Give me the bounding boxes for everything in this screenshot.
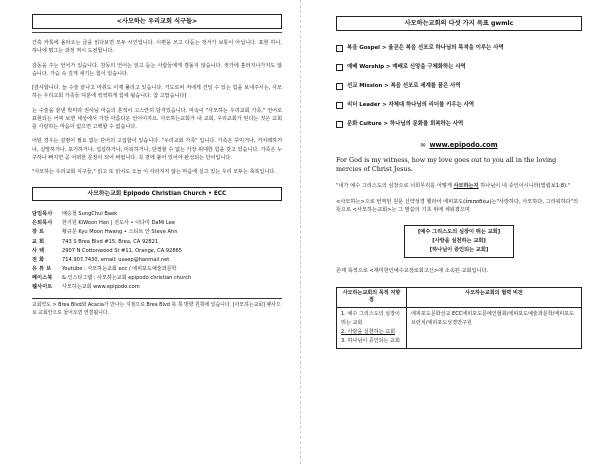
purpose-cell (337, 308, 407, 349)
envelope-icon: ✉ (420, 142, 426, 149)
checkbox-icon (336, 83, 343, 90)
info-row (32, 210, 282, 219)
info-value: 한기원 KiWoon Han | 전도사 • 이다미 DaMi Lee (62, 220, 175, 227)
info-value: 사모하는교회 www.epipodo.com (62, 284, 140, 290)
info-label: 유 튜 브 (32, 265, 52, 272)
verse-text-pre: "내가 예수 그리스도의 심장으로 너희무리를 어떻게 (336, 182, 454, 189)
info-value: 배승철 SungChul Baek (62, 211, 118, 218)
goal-item (336, 96, 582, 115)
info-value: 743 S Brea Blvd #15, Brea, CA 92821 (62, 238, 159, 245)
info-label: 교 회 (32, 238, 45, 245)
name-meaning: <사모하는>으로 번역된 원문 신약성경 헬라어 에피포도(ἐπιποθέω)는"사랑하다, 사모하다, 그리워하다"의 뜻으로 <사모하는교회>는 그 말씀의 기초 위에 세워졌으며 (336, 198, 579, 214)
title-underline (32, 32, 282, 33)
info-value: 2907 N Cottonwood St #11, Orange, CA 92865 (62, 247, 183, 254)
info-row (32, 274, 282, 283)
website-line (336, 140, 582, 150)
info-label: 장 로 (32, 229, 45, 236)
info-row (32, 265, 282, 274)
info-value: 황규문 Kyu Moon Hwang • 스티브 안 Steve Ahn (62, 229, 178, 236)
info-row (32, 228, 282, 237)
website-link[interactable]: www.epipodo.com (429, 141, 498, 149)
purpose-item: 3. 하나님이 증인되는 교회 (341, 338, 400, 345)
motto-box (404, 225, 514, 258)
info-value: Youtube : 사모하는교회 ecc / 에피포도예술과문학 (62, 265, 177, 272)
goal-text: 예배 Worship > 예배로 신앙을 구체화하는 사역 (347, 64, 466, 71)
motto-line: [하나님이 증인되는 교회] (429, 246, 489, 253)
verse-text-post: 하나님이 내 증인이시니라(빌립보1:8)." (478, 182, 571, 189)
goal-text: 선교 Mission > 복음 선포로 세계를 품은 사역 (347, 83, 461, 90)
info-label: 은퇴목사 (32, 220, 53, 227)
motto-line: [사랑을 실천하는 교회] (432, 237, 486, 244)
table-row (337, 308, 582, 349)
letter-paragraph-4: 는 수술을 끝낸 박미라 권사님 마음의 흔적이 고스란히 담겨있습니다. 마속이 "사모하는 우리교회 가족," 언어로 표현되는 어찌 보면 세상에서 가장 아름다운 언어이지요. 사모하는교회가 내 교회, 우리교회가 된다는 것은 교회를 사랑하는 마음이 없으면 고백할 수 없습니다. (32, 107, 282, 130)
letter-paragraph-3: [감사합니다. 늘 수술 끝나고 마취도 이제 풀리고 있습니다. 기도로써 저에게 건딜 수 있는 힘을 보내주시는, 사모하는 우리교회 가족들 덕분에 씩씩하게 힘에 됩습니다. 참 고맙습니다] (32, 85, 282, 100)
letter-paragraph-2: 감동을 주는 언어가 있습니다. 감동의 언어는 읽고 듣는 사람들에게 겸돌지 않습니다. 귓가에 흘러지나가지도 않습니다. 가슴 속 깊게 새기는 힘이 있습니다. (32, 62, 282, 77)
checkbox-icon (336, 121, 343, 128)
goal-text: 문화 Culture > 하나님의 문화를 회복하는 사역 (347, 121, 464, 128)
letter-paragraph-6: "사모하는 우리교회 식구들," 읽고 또 읽어도 오늘 이 사라지지 않는 마음에 실고 있는 우리 모두는 축복입니다. (32, 169, 276, 175)
directions-note: 교회약도 > Brea Blvd와 Acacia가 만나는 지점으로 Brea Blvd 북 쪽 방향 원쪽에 있습니다. [사모하는교회] 팻사으로 교회안으로 들어오면 연결됩니다. (32, 298, 282, 317)
goal-text: 리더 Leader > 자체대 하나님의 리더를 키우는 사역 (347, 102, 475, 109)
info-row (32, 238, 282, 247)
info-value: & 인스타그램 : 사모하는교회 epipodo christian church (62, 274, 192, 281)
goal-item (336, 115, 582, 134)
purpose-header: 사모하는교회의 목적 지향점 (337, 287, 407, 308)
goal-item (336, 58, 582, 77)
info-label: 사 택 (32, 247, 45, 254)
purpose-item: 1. 예수 그리스도의 심장이 뛰는 교회 (341, 311, 400, 327)
purpose-item: 2. 사랑을 실천하는 교회 (341, 329, 396, 336)
info-row (32, 283, 282, 292)
letter-paragraph-5: 어떤 경우는 설명이 필요 없는 단어의 고집합이 있습니다. "우리교회 가족" 입니다. 가족은 꾸미거나, 거치레하거나, 실망하거나, 포기하거나, 섭섭하거나, 미워하거나, 단절할 수 없는 가장 위대한 힘을 갖고 있습니다. 가족은 누구하나 빠지면 곧 어떠한 문장이 되어 버립니다. 꼭 곁에 붙어 있어야 완성되는 단어입니다. (32, 138, 282, 161)
motto-line: [예수 그리스도의 심장이 뛰는 교회] (417, 228, 501, 235)
english-verse: For God is my witness, how my love goes out to you all in the loving mercies of Christ Jesus. (336, 156, 557, 173)
checkbox-icon (336, 45, 343, 52)
goal-item (336, 39, 582, 58)
goal-item (336, 77, 582, 96)
info-value: 714.907.7430, email: usaep@hanmail.net (62, 256, 170, 263)
goals-list (336, 39, 582, 134)
letter-title: <사모하는 우리교회 식구들> (32, 14, 282, 29)
goals-title: 사모하는교회의 다섯 가지 목표 gwmlc (336, 16, 582, 31)
right-column (300, 0, 600, 464)
info-label: 전 화 (32, 256, 45, 263)
church-info-table (32, 210, 282, 292)
info-label: 담임목사 (32, 211, 53, 218)
vision-cell: 에피포도문화선교 ECC에피포도문예인협회/에피포도예술과문학/에피포도브런치/에피포도성경연구원 (407, 308, 582, 349)
checkbox-icon (336, 64, 343, 71)
table-header-row (337, 287, 582, 308)
korean-verse (336, 182, 582, 190)
vision-header: 사모하는교회의 협력 비전 (407, 287, 582, 308)
goal-text: 복음 Gospel > 율곧은 복음 선포로 하나님의 목적을 이루는 사역 (347, 45, 504, 52)
info-row (32, 219, 282, 228)
checkbox-icon (336, 102, 343, 109)
verse-emphasis: 사모하는지 (453, 182, 479, 189)
info-label: 웹사이트 (32, 284, 53, 290)
info-row (32, 247, 282, 256)
denomination-line: 존재 목적으로 <재미한인예수교장로회고신>에 소속된 교회입니다. (336, 267, 489, 274)
info-row (32, 256, 282, 265)
letter-paragraph-1: 간혹 카톡에 올라오는 글을 읽다보면 모두 시인입니다. 시편을 쓰고 다듬는 정서가 보통이 아닙니다. 표현 하나, 하나에 명그는 과정 역시 도전합니다. (32, 40, 282, 55)
purpose-vision-table (336, 287, 582, 350)
church-name-box: 사모하는교회 Epipodo Christian Church • ECC (32, 187, 282, 201)
info-label: 페이스북 (32, 274, 53, 281)
